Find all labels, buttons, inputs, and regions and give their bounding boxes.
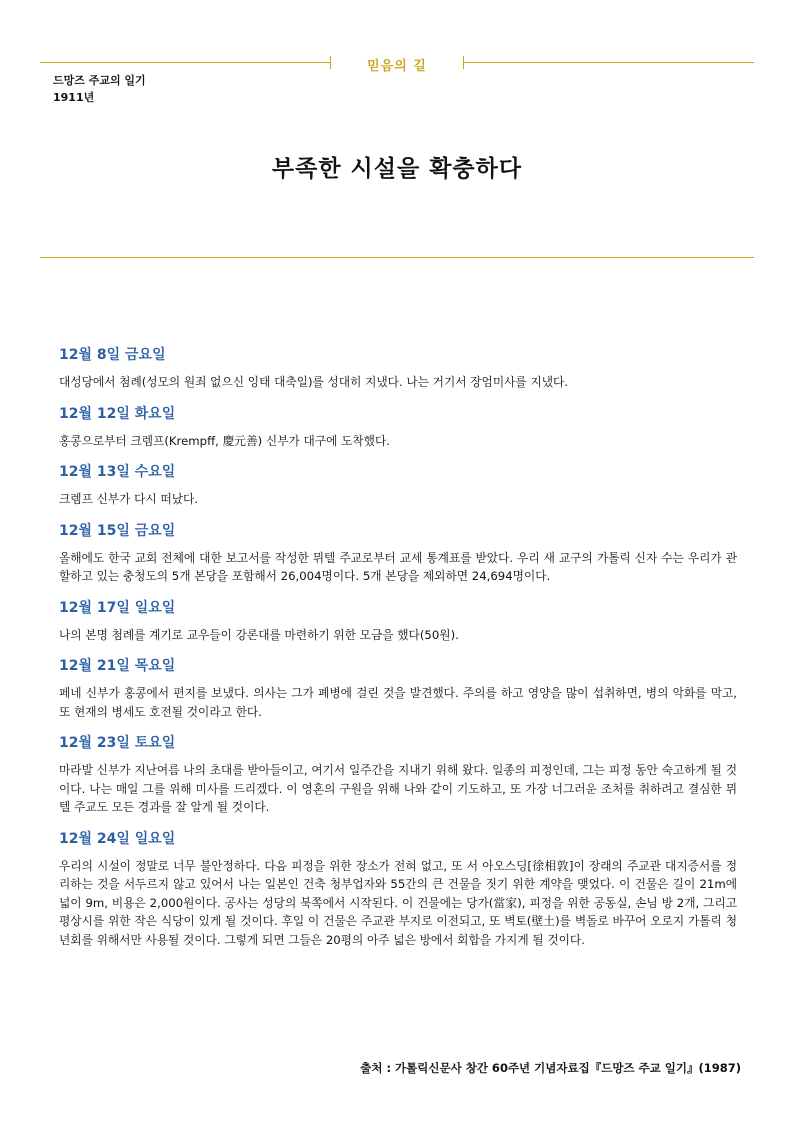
entry-date: 12월 15일 금요일 [59, 522, 176, 539]
diary-entry [59, 346, 737, 392]
diary-entry [59, 830, 737, 950]
diary-entry [59, 599, 737, 645]
entry-date: 12월 24일 일요일 [59, 830, 176, 847]
title-divider [40, 257, 754, 258]
entry-date: 12월 17일 일요일 [59, 599, 176, 616]
diary-entry [59, 522, 737, 586]
diary-entry [59, 463, 737, 509]
entry-text: 우리의 시설이 정말로 너무 불안정하다. 다음 피정을 위한 장소가 전혀 없고, 또 서 아오스딩[徐相敦]이 장래의 주교관 대지증서를 정리하는 것을 서두르지 않고 있어서 나는 일본인 건축 청부업자와 55간의 큰 건물을 짓기 위한 계약을 맺었다. 이 건물은 길이 21m에 넓이 9m, 비용은 2,000원이다. 공사는 성당의 북쪽에서 시작된다. 이 건물에는 당가(當家), 피정을 위한 공동실, 손님 방 2개, 그리고 평상시를 위한 작은 식당이 있게 될 것이다. 후일 이 건물은 주교관 부지로 이전되고, 또 벽토(壁土)를 벽돌로 바꾸어 오로지 가톨릭 청년회를 위해서만 사용될 것이다. 그렇게 되면 그들은 20평의 아주 넓은 방에서 회합을 가지게 될 것이다. [59, 858, 737, 947]
section-label: 믿음의 길 [367, 59, 427, 74]
entry-text: 홍콩으로부터 크렘프(Krempff, 慶元善) 신부가 대구에 도착했다. [59, 433, 390, 448]
header-rule-right [463, 62, 754, 63]
entry-text: 나의 본명 첨례를 계기로 교우들이 강론대를 마련하기 위한 모금을 했다(50원). [59, 627, 459, 642]
diary-entry [59, 734, 737, 817]
diary-name: 드망즈 주교의 일기 [53, 74, 146, 87]
entry-date: 12월 8일 금요일 [59, 347, 166, 363]
entry-text: 대성당에서 첨례(성모의 원죄 없으신 잉태 대축일)를 성대히 지냈다. 나는 거기서 장엄미사를 지냈다. [59, 375, 569, 389]
header-rule-left [40, 62, 330, 63]
entry-date: 12월 12일 화요일 [59, 405, 176, 422]
entry-text: 올해에도 한국 교회 전체에 대한 보고서를 작성한 뮈텔 주교로부터 교세 통계표를 받았다. 우리 새 교구의 가톨릭 신자 수는 우리가 관할하고 있는 충청도의 5개 본당을 포함해서 26,004명이다. 5개 본당을 제외하면 24,694명이다. [59, 550, 737, 583]
entry-text: 페네 신부가 홍콩에서 편지를 보냈다. 의사는 그가 폐병에 걸린 것을 발견했다. 주의를 하고 영양을 많이 섭취하면, 병의 악화를 막고, 또 현재의 병세도 호전될 것이라고 한다. [59, 686, 737, 719]
entry-text: 크렘프 신부가 다시 떠났다. [59, 492, 199, 506]
diary-entry [59, 657, 737, 721]
entry-date: 12월 13일 수요일 [59, 464, 176, 480]
entry-text: 마라발 신부가 지난여름 나의 초대를 받아들이고, 여기서 일주간을 지내기 위해 왔다. 일종의 피정인데, 그는 피정 동안 숙고하게 될 것이다. 나는 매일 그를 위해 미사를 드리겠다. 이 영혼의 구원을 위해 나와 같이 기도하고, 또 가장 너그러운 조처를 취하려고 결심한 뮈텔 주교도 모든 경과를 잘 알게 될 것이다. [59, 763, 737, 814]
source-citation: 출처 : 가톨릭신문사 창간 60주년 기념자료집『드망즈 주교 일기』(1987) [360, 1061, 741, 1075]
page-title: 부족한 시설을 확충하다 [271, 156, 523, 182]
entry-date: 12월 23일 토요일 [59, 735, 176, 751]
diary-entry [59, 405, 737, 451]
diary-year: 1911년 [53, 91, 95, 104]
diary-entries [59, 346, 737, 962]
diary-meta [53, 72, 146, 106]
header-rule-left-tick [330, 56, 331, 69]
entry-date: 12월 21일 목요일 [59, 658, 176, 674]
